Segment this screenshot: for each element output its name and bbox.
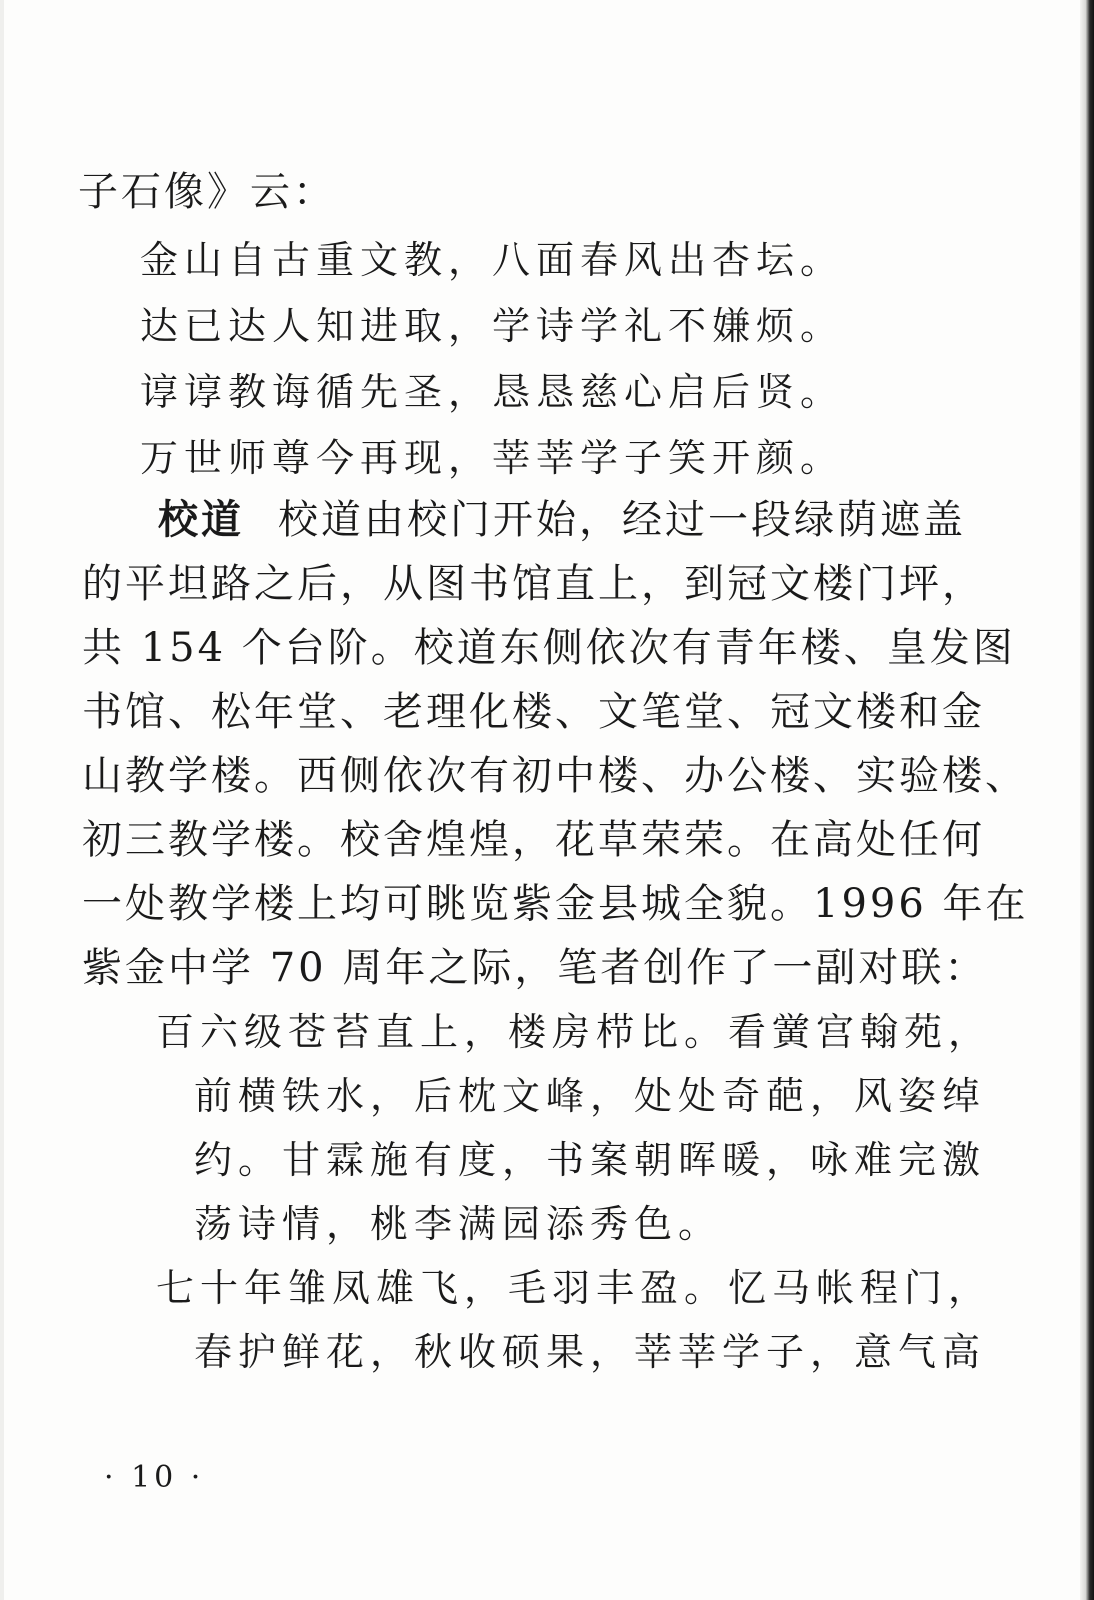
couplet-line: 百六级苍苔直上，楼房栉比。看黉宫翰苑， [156, 1010, 993, 1054]
paragraph-line: 紫金中学 70 周年之际，笔者创作了一副对联： [82, 945, 988, 991]
scan-edge-left [0, 0, 4, 1600]
paragraph-line: 山教学楼。西侧依次有初中楼、办公楼、实验楼、 [82, 753, 1028, 799]
scan-edge-right [1080, 0, 1094, 1600]
section-first-line: 校道由校门开始，经过一段绿荫遮盖 [278, 497, 966, 543]
section-paragraph-start [158, 496, 966, 544]
poem-line: 万世师尊今再现，莘莘学子笑开颜。 [140, 436, 845, 480]
poem-line: 达已达人知进取，学诗学礼不嫌烦。 [140, 304, 845, 348]
couplet-line: 春护鲜花，秋收硕果，莘莘学子，意气高 [194, 1330, 987, 1374]
paragraph-line: 书馆、松年堂、老理化楼、文笔堂、冠文楼和金 [82, 689, 985, 735]
section-heading: 校道 [158, 497, 244, 543]
paragraph-line: 初三教学楼。校舍煌煌，花草荣荣。在高处任何 [82, 817, 985, 863]
paragraph-line: 一处教学楼上均可眺览紫金县城全貌。1996 年在 [82, 881, 1029, 927]
couplet-line: 前横铁水，后枕文峰，处处奇葩，风姿绰 [194, 1074, 987, 1118]
couplet-line: 七十年雏凤雄飞，毛羽丰盈。忆马帐程门， [156, 1266, 993, 1310]
poem-line: 金山自古重文教，八面春风出杏坛。 [140, 238, 845, 282]
couplet-line: 约。甘霖施有度，书案朝晖暖，咏难完激 [194, 1138, 987, 1182]
text-line: 子石像》云： [78, 169, 336, 215]
couplet-line: 荡诗情，桃李满园添秀色。 [194, 1202, 723, 1246]
paragraph-line: 的平坦路之后，从图书馆直上，到冠文楼门坪， [82, 561, 985, 607]
paragraph-line: 共 154 个台阶。校道东侧依次有青年楼、皇发图 [82, 625, 1016, 671]
page-number: · 10 · [104, 1460, 205, 1495]
poem-line: 谆谆教诲循先圣，恳恳慈心启后贤。 [140, 370, 845, 414]
